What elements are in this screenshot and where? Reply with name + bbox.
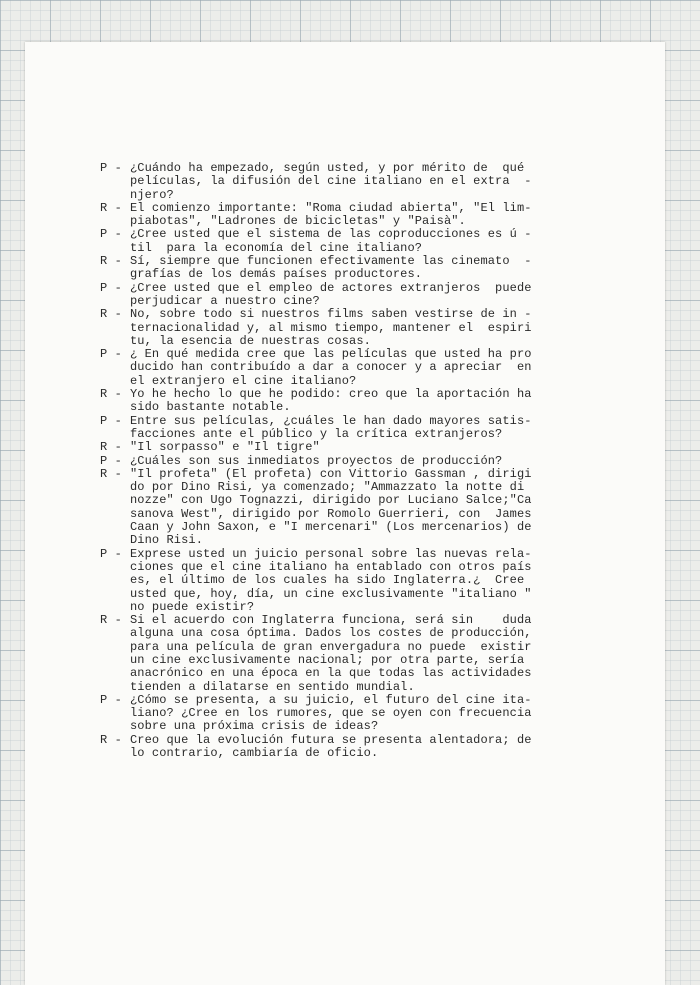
text-line: ¿Cómo se presenta, a su juicio, el futuro del cine ita-	[130, 692, 532, 707]
entry-lines	[130, 255, 600, 282]
text-line: sanova West", dirigido por Romolo Guerrieri, con James	[130, 506, 532, 521]
text-line: ¿Cuándo ha empezado, según usted, y por mérito de qué	[130, 161, 525, 175]
text-line: "Il profeta" (El profeta) con Vittorio Gassman , dirigi	[130, 466, 532, 481]
answer-entry	[100, 255, 600, 282]
speaker-tag: P -	[100, 161, 122, 175]
text-line: do por Dino Risi, ya comenzado; "Ammazzato la notte di	[130, 480, 525, 495]
entry-lines	[130, 202, 600, 229]
speaker-tag: R -	[100, 307, 122, 322]
text-line: Sí, siempre que funcionen efectivamente las cinemato -	[130, 254, 532, 269]
text-line: El comienzo importante: "Roma ciudad abierta", "El lim-	[130, 200, 532, 215]
answer-entry	[100, 734, 600, 761]
question-entry	[100, 228, 600, 255]
entry-lines	[130, 694, 600, 734]
question-entry	[100, 282, 600, 309]
answer-entry	[100, 388, 600, 415]
entry-lines	[130, 548, 600, 614]
entry-lines	[130, 468, 600, 548]
speaker-tag: P -	[100, 413, 122, 428]
speaker-tag: P -	[100, 280, 122, 295]
entry-lines	[130, 282, 600, 309]
entry-lines	[130, 348, 600, 388]
speaker-tag: R -	[100, 613, 122, 628]
speaker-tag: P -	[100, 546, 122, 561]
answer-entry	[100, 202, 600, 229]
text-line: Creo que la evolución futura se presenta alentadora; de	[130, 732, 532, 747]
text-line: ¿ En qué medida cree que las películas que usted ha pro	[130, 347, 532, 362]
text-line: el extranjero el cine italiano?	[130, 373, 357, 388]
text-line: ternacionalidad y, al mismo tiempo, mantener el espiri	[130, 320, 532, 335]
text-line: tienden a dilatarse en sentido mundial.	[130, 679, 415, 694]
text-line: piabotas", "Ladrones de bicicletas" y "Paisà".	[130, 214, 466, 229]
speaker-tag: P -	[100, 692, 122, 707]
speaker-tag: R -	[100, 440, 122, 455]
text-line: ¿Cree usted que el sistema de las coproducciones es ú -	[130, 227, 532, 242]
text-line: Dino Risi.	[130, 533, 204, 548]
text-line: grafías de los demás países productores.	[130, 267, 423, 282]
paper-sheet	[25, 42, 665, 985]
entry-lines	[130, 308, 600, 348]
text-line: ciones que el cine italiano ha entablado con otros país	[130, 559, 532, 574]
text-line: alguna una cosa óptima. Dados los costes de producción,	[130, 626, 532, 641]
answer-entry	[100, 308, 600, 348]
speaker-tag: P -	[100, 347, 122, 362]
text-line: películas, la difusión del cine italiano en el extra -	[130, 174, 532, 189]
question-entry	[100, 694, 600, 734]
interview-text	[100, 162, 600, 760]
text-line: anacrónico en una época en la que todas las actividades	[130, 666, 532, 681]
text-line: un cine exclusivamente nacional; por otra parte, sería	[130, 652, 525, 667]
question-entry	[100, 455, 600, 468]
speaker-tag: R -	[100, 387, 122, 402]
text-line: es, el último de los cuales ha sido Inglaterra.¿ Cree	[130, 573, 525, 588]
text-line: Exprese usted un juicio personal sobre las nuevas rela-	[130, 546, 532, 561]
text-line: lo contrario, cambiaría de oficio.	[130, 746, 379, 761]
entry-lines	[130, 415, 600, 442]
answer-entry	[100, 614, 600, 694]
text-line: "Il sorpasso" e "Il tigre"	[130, 440, 320, 455]
text-line: no puede existir?	[130, 599, 255, 614]
text-line: Si el acuerdo con Inglaterra funciona, será sin duda	[130, 613, 532, 628]
text-line: Entre sus películas, ¿cuáles le han dado mayores satis-	[130, 413, 532, 428]
speaker-tag: R -	[100, 466, 122, 481]
speaker-tag: P -	[100, 453, 122, 468]
text-line: ¿Cree usted que el empleo de actores extranjeros puede	[130, 280, 532, 295]
speaker-tag: R -	[100, 732, 122, 747]
text-line: usted que, hoy, día, un cine exclusivamente "italiano "	[130, 586, 532, 601]
text-line: sido bastante notable.	[130, 400, 291, 415]
text-line: perjudicar a nuestro cine?	[130, 293, 320, 308]
question-entry	[100, 415, 600, 442]
text-line: njero?	[130, 187, 174, 202]
answer-entry	[100, 468, 600, 548]
text-line: tu, la esencia de nuestras cosas.	[130, 333, 371, 348]
speaker-tag: R -	[100, 254, 122, 269]
question-entry	[100, 548, 600, 614]
speaker-tag: R -	[100, 200, 122, 215]
entry-lines	[130, 388, 600, 415]
question-entry	[100, 162, 600, 202]
entry-lines	[130, 455, 600, 468]
text-line: Yo he hecho lo que he podido: creo que la aportación ha	[130, 387, 532, 402]
entry-lines	[130, 441, 600, 454]
text-line: No, sobre todo si nuestros films saben vestirse de in -	[130, 307, 532, 322]
text-line: Caan y John Saxon, e "I mercenari" (Los mercenarios) de	[130, 520, 532, 535]
text-line: facciones ante el público y la crítica extranjeros?	[130, 426, 503, 441]
entry-lines	[130, 614, 600, 694]
question-entry	[100, 348, 600, 388]
answer-entry	[100, 441, 600, 454]
text-line: para una película de gran envergadura no puede existir	[130, 639, 532, 654]
entry-lines	[130, 228, 600, 255]
speaker-tag: P -	[100, 227, 122, 242]
text-line: ducido han contribuído a dar a conocer y a apreciar en	[130, 360, 532, 375]
text-line: til para la economía del cine italiano?	[130, 240, 423, 255]
entry-lines	[130, 734, 600, 761]
text-line: liano? ¿Cree en los rumores, que se oyen con frecuencia	[130, 706, 532, 721]
text-line: sobre una próxima crisis de ideas?	[130, 719, 379, 734]
text-line: ¿Cuáles son sus inmediatos proyectos de producción?	[130, 453, 503, 468]
text-line: nozze" con Ugo Tognazzi, dirigido por Luciano Salce;"Ca	[130, 493, 532, 508]
entry-lines	[130, 162, 600, 202]
